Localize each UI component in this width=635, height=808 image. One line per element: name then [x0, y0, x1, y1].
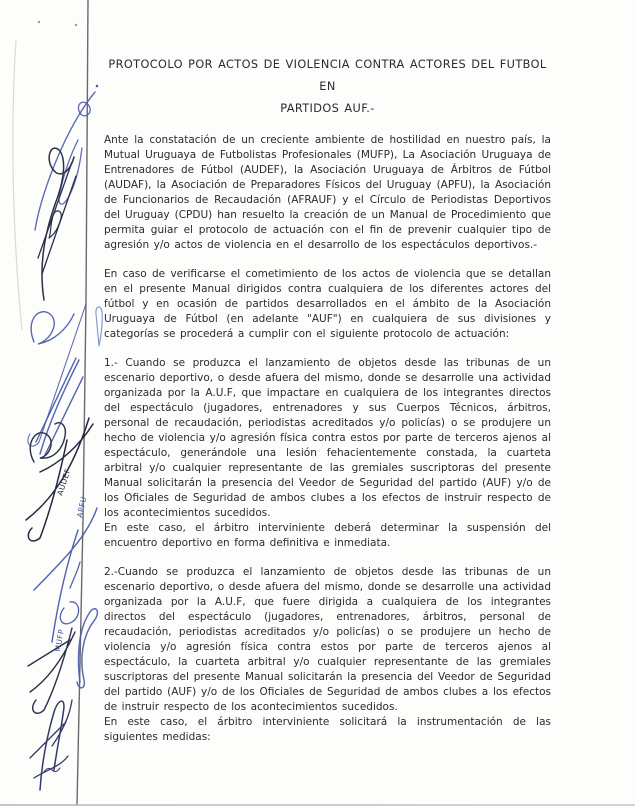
signature-stroke — [44, 768, 60, 772]
paragraph-item2-nota: En este caso, el árbitro interviniente solicitará la instrumentación de las siguientes medidas: — [104, 716, 551, 743]
document-title — [104, 54, 551, 120]
document-body — [104, 54, 551, 759]
signature-stroke — [36, 358, 83, 455]
paragraph-intro: Ante la constatación de un creciente ambiente de hostilidad en nuestro país, la Mutual Uruguaya de Futbolistas Profesionales (MUFP), La Asociación Uruguaya de Entrenadores de Fútbol (AUDEF), la Asociación Uruguaya de Árbitros de Fútbol (AUDAF), la Asociación de Preparadores Físicos del Uruguay (APFU), la Asociación de Funcionarios de Recaudación (AFRAUF) y el Círculo de Periodistas Deportivos del Uruguay (CPDU) han resuelto la creación de un Manual de Procedimiento que permita guiar el protocolo de actuación con el fin de prevenir cualquier tipo de agresión y/o actos de violencia en el desarrollo de los espectáculos deportivos.- — [104, 134, 551, 251]
signature-stroke — [77, 609, 97, 688]
signature-stroke — [28, 628, 75, 713]
signature-stroke — [40, 701, 64, 790]
signature-stroke — [42, 148, 74, 300]
signature-stroke — [49, 211, 61, 238]
signature-stroke — [30, 700, 72, 778]
paragraph-ambito: En caso de verificarse el cometimiento de los actos de violencia que se detallan en el presente Manual dirigidos contra cualquiera de los diferentes actores del fútbol y en ocasión de partidos desarrollados en el ámbito de la Asociación Uruguaya de Fútbol (en adelante "AUF") en cualquiera de sus divisiones y categorías se procederá a cumplir con el siguiente protocolo de actuación: — [104, 268, 551, 340]
signature-stroke — [28, 304, 86, 446]
signature-label-mufp: MUFP — [53, 628, 66, 653]
scan-speck — [75, 24, 77, 26]
paragraph-item1-nota: En este caso, el árbitro interviniente deberá determinar la suspensión del encuentro deportivo en forma definitiva e inmediata. — [104, 522, 551, 549]
signature-stroke — [35, 92, 95, 230]
signature-stroke — [60, 562, 80, 624]
signature-label-audef: AUDEF — [55, 467, 73, 497]
page-fold-line — [77, 0, 88, 805]
signature-stroke — [59, 102, 90, 204]
signature-stroke — [34, 508, 97, 642]
signature-stroke — [26, 418, 93, 541]
page-edge-shadow — [13, 40, 22, 330]
scan-bottom-edge — [0, 804, 635, 806]
scan-speck — [38, 21, 40, 23]
signature-stroke — [38, 162, 76, 274]
signature-stroke — [30, 423, 65, 462]
signature-stroke — [31, 312, 74, 344]
signature-label-apfu: APFU — [75, 495, 89, 519]
document-title-line1: PROTOCOLO POR ACTOS DE VIOLENCIA CONTRA ACTORES DEL FUTBOL EN — [108, 58, 547, 93]
signature-ink-dot — [96, 85, 99, 88]
signature-stroke — [96, 307, 102, 346]
paragraph-item1: 1.- Cuando se produzca el lanzamiento de objetos desde las tribunas de un escenario deportivo, o desde afuera del mismo, donde se desarrolle una actividad organizada por la A.U.F, que impactare en cualquiera de los integrantes directos del espectáculo (jugadores, entrenadores y sus Cuerpos Técnicos, árbitros, personal de recaudación, periodistas acreditados y/o policías) o se produjere un hecho de violencia y/o agresión física contra estos por parte de terceros ajenos al espectáculo, generándole una lesión fehacientemente constada, la cuarteta arbitral y/o cualquier representante de las gremiales suscriptoras del presente Manual solicitarán la presencia del Veedor de Seguridad del partido (AUF) y/o de los Oficiales de Seguridad de ambos clubes a los efectos de instruir respecto de los acontecimientos sucedidos. — [104, 357, 551, 519]
paragraph-item2: 2.-Cuando se produzca el lanzamiento de objetos desde las tribunas de un escenario deportivo, o desde afuera del mismo, donde se desarrolle una actividad organizada por la A.U.F, que fuere dirigida a cualquiera de los integrantes directos del espectáculo (jugadores, entrenadores, árbitros, personal de recaudación, periodistas acreditados y/o policías) o se produjere un hecho de violencia y/o agresión física contra estos por parte de terceros ajenos al espectáculo, la cuarteta arbitral y/o cualquier representante de las gremiales suscriptoras del presente Manual solicitarán la presencia del Veedor de Seguridad del partido (AUF) y/o de los Oficiales de Seguridad de ambos clubes a los efectos de instruir respecto de los acontecimientos sucedidos. — [104, 566, 551, 713]
document-title-line2: PARTIDOS AUF.- — [280, 102, 375, 115]
